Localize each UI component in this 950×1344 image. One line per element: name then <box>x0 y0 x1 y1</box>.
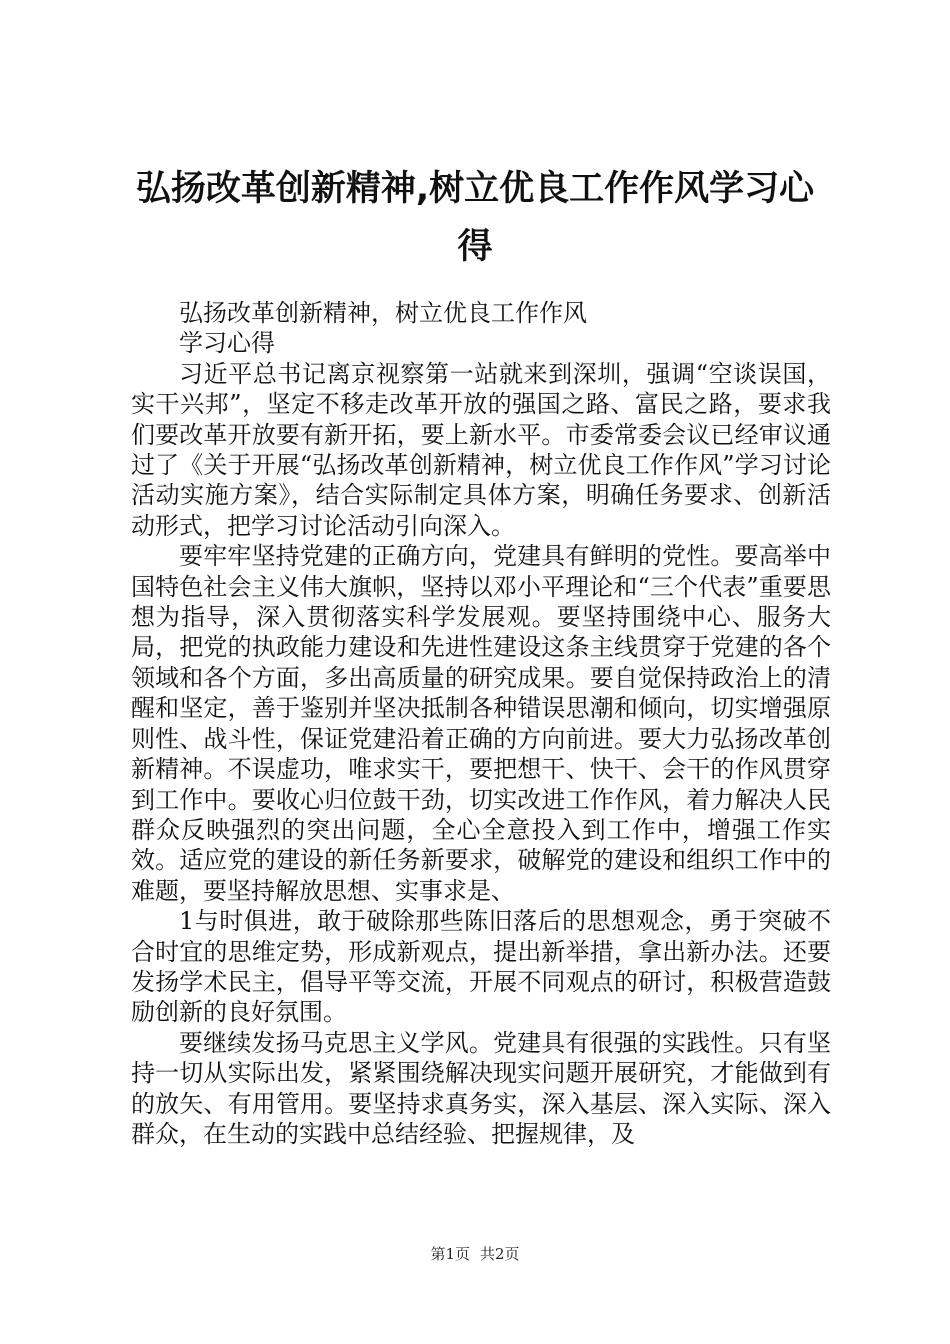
paragraph-2: 要牢牢坚持党建的正确方向，党建具有鲜明的党性。要高举中国特色社会主义伟大旗帜，坚持以邓小平理论和“三个代表”重要思想为指导，深入贯彻落实科学发展观。要坚持围绕中心、服务大局，把党的执政能力建设和先进性建设这条主线贯穿于党建的各个领域和各个方面，多出高质量的研究成果。要自觉保持政治上的清醒和坚定，善于鉴别并坚决抵制各种错误思潮和倾向，切实增强原则性、战斗性，保证党建沿着正确的方向前进。要大力弘扬改革创新精神。不误虚功，唯求实干，要把想干、快干、会干的作风贯穿到工作中。要收心归位鼓干劲，切实改进工作作风，着力解决人民群众反映强烈的突出问题，全心全意投入到工作中，增强工作实效。适应党的建设的新任务新要求，破解党的建设和组织工作中的难题，要坚持解放思想、实事求是、 <box>131 542 831 905</box>
subtitle-line-2: 学习心得 <box>179 329 275 358</box>
document-body <box>131 298 831 1149</box>
page-footer <box>0 1244 950 1264</box>
paragraph-1: 习近平总书记离京视察第一站就来到深圳，强调“空谈误国，实干兴邦”，坚定不移走改革开放的强国之路、富民之路，要求我们要改革开放要有新开拓，要上新水平。市委常委会议已经审议通过了《关于开展“弘扬改革创新精神，树立优良工作作风”学习讨论活动实施方案》，结合实际制定具体方案，明确任务要求、创新活动形式，把学习讨论活动引向深入。 <box>131 359 831 540</box>
subtitle-line-1: 弘扬改革创新精神，树立优良工作作风 <box>179 299 587 327</box>
document-title: 弘扬改革创新精神,树立优良工作作风学习心得 <box>135 169 815 267</box>
page-number: 第1页 <box>430 1245 470 1263</box>
page-total: 共2页 <box>480 1245 520 1263</box>
paragraph-4: 要继续发扬马克思主义学风。党建具有很强的实践性。只有坚持一切从实际出发，紧紧围绕解决现实问题开展研究，才能做到有的放矢、有用管用。要坚持求真务实，深入基层、深入实际、深入群众，在生动的实践中总结经验、把握规律，及 <box>131 1028 831 1148</box>
paragraph-3: 1与时俱进，敢于破除那些陈旧落后的思想观念，勇于突破不合时宜的思维定势，形成新观点，提出新举措，拿出新办法。还要发扬学术民主，倡导平等交流，开展不同观点的研讨，积极营造鼓励创新的良好氛围。 <box>131 907 831 1027</box>
